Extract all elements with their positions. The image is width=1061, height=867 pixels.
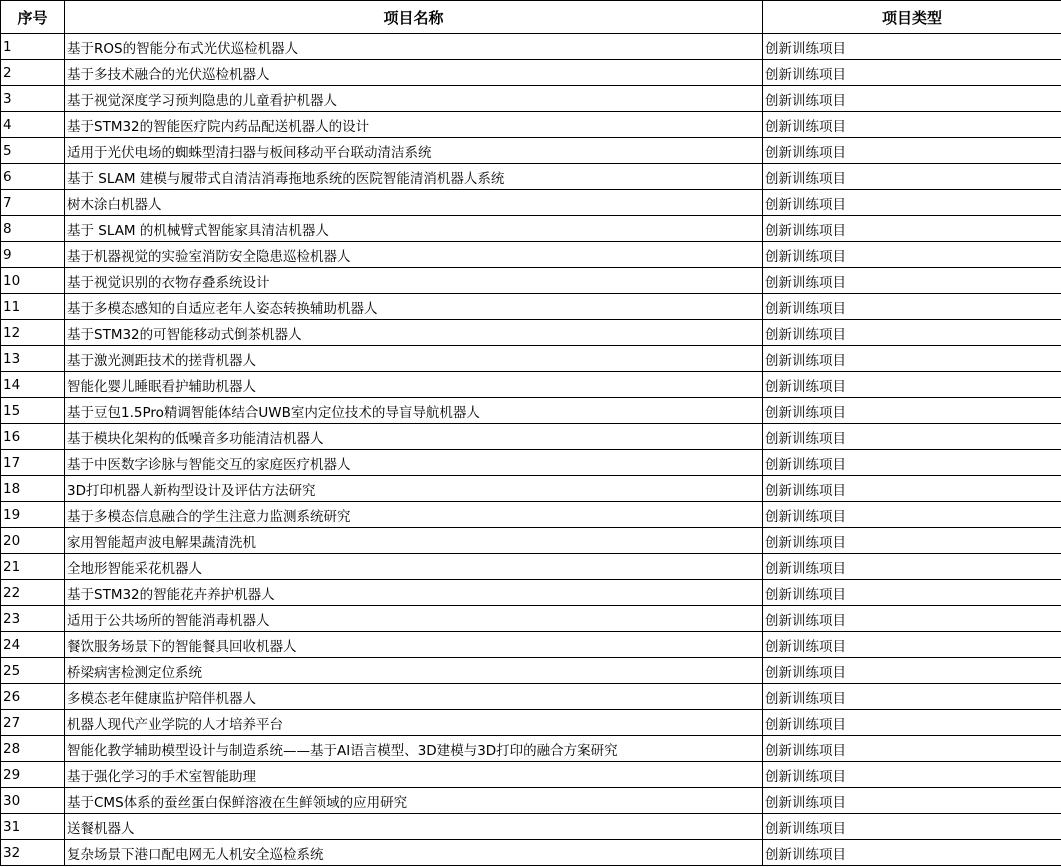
cell-index: 22 [1, 580, 65, 606]
cell-project-type: 创新训练项目 [763, 788, 1061, 814]
cell-project-name: 基于多技术融合的光伏巡检机器人 [65, 60, 763, 86]
cell-project-name: 基于STM32的智能医疗院内药品配送机器人的设计 [65, 112, 763, 138]
cell-project-type: 创新训练项目 [763, 164, 1061, 190]
cell-index: 20 [1, 528, 65, 554]
table-row [1, 710, 1061, 736]
cell-project-name: 基于模块化架构的低噪音多功能清洁机器人 [65, 424, 763, 450]
table-row [1, 372, 1061, 398]
table-row [1, 450, 1061, 476]
cell-project-type: 创新训练项目 [763, 242, 1061, 268]
table-row [1, 788, 1061, 814]
cell-index: 18 [1, 476, 65, 502]
cell-index: 5 [1, 138, 65, 164]
table-row [1, 242, 1061, 268]
cell-project-name: 基于中医数字诊脉与智能交互的家庭医疗机器人 [65, 450, 763, 476]
cell-project-type: 创新训练项目 [763, 424, 1061, 450]
cell-project-type: 创新训练项目 [763, 606, 1061, 632]
cell-index: 21 [1, 554, 65, 580]
cell-index: 7 [1, 190, 65, 216]
cell-project-name: 送餐机器人 [65, 814, 763, 840]
table-row [1, 476, 1061, 502]
table-row [1, 684, 1061, 710]
cell-project-name: 3D打印机器人新构型设计及评估方法研究 [65, 476, 763, 502]
cell-project-name: 基于激光测距技术的搓背机器人 [65, 346, 763, 372]
cell-index: 17 [1, 450, 65, 476]
cell-index: 11 [1, 294, 65, 320]
table-row [1, 736, 1061, 762]
cell-project-type: 创新训练项目 [763, 320, 1061, 346]
cell-project-name: 机器人现代产业学院的人才培养平台 [65, 710, 763, 736]
cell-index: 1 [1, 34, 65, 60]
cell-project-name: 基于强化学习的手术室智能助理 [65, 762, 763, 788]
cell-project-name: 基于 SLAM 的机械臂式智能家具清洁机器人 [65, 216, 763, 242]
table-row [1, 580, 1061, 606]
cell-index: 3 [1, 86, 65, 112]
table-row [1, 502, 1061, 528]
cell-project-type: 创新训练项目 [763, 814, 1061, 840]
table-row [1, 164, 1061, 190]
cell-project-type: 创新训练项目 [763, 450, 1061, 476]
table-row [1, 840, 1061, 866]
cell-project-name: 餐饮服务场景下的智能餐具回收机器人 [65, 632, 763, 658]
cell-project-type: 创新训练项目 [763, 710, 1061, 736]
table-row [1, 112, 1061, 138]
cell-project-name: 适用于光伏电场的蜘蛛型清扫器与板间移动平台联动清洁系统 [65, 138, 763, 164]
cell-index: 23 [1, 606, 65, 632]
table-row [1, 138, 1061, 164]
cell-project-type: 创新训练项目 [763, 112, 1061, 138]
table-row [1, 294, 1061, 320]
header-project-type: 项目类型 [763, 1, 1061, 34]
cell-project-type: 创新训练项目 [763, 580, 1061, 606]
table-row [1, 606, 1061, 632]
cell-index: 28 [1, 736, 65, 762]
cell-project-name: 基于视觉深度学习预判隐患的儿童看护机器人 [65, 86, 763, 112]
cell-index: 6 [1, 164, 65, 190]
cell-index: 9 [1, 242, 65, 268]
cell-index: 10 [1, 268, 65, 294]
cell-index: 8 [1, 216, 65, 242]
cell-project-type: 创新训练项目 [763, 398, 1061, 424]
table-row [1, 34, 1061, 60]
cell-index: 19 [1, 502, 65, 528]
table-row [1, 658, 1061, 684]
cell-index: 25 [1, 658, 65, 684]
cell-project-type: 创新训练项目 [763, 632, 1061, 658]
cell-index: 30 [1, 788, 65, 814]
cell-project-type: 创新训练项目 [763, 554, 1061, 580]
table-row [1, 632, 1061, 658]
cell-project-type: 创新训练项目 [763, 840, 1061, 866]
cell-project-name: 基于 SLAM 建模与履带式自清洁消毒拖地系统的医院智能清消机器人系统 [65, 164, 763, 190]
cell-project-name: 全地形智能采花机器人 [65, 554, 763, 580]
cell-project-name: 智能化婴儿睡眠看护辅助机器人 [65, 372, 763, 398]
cell-project-name: 树木涂白机器人 [65, 190, 763, 216]
cell-project-type: 创新训练项目 [763, 502, 1061, 528]
header-row [1, 1, 1061, 34]
cell-index: 12 [1, 320, 65, 346]
cell-index: 2 [1, 60, 65, 86]
table-body [1, 34, 1061, 866]
cell-project-name: 多模态老年健康监护陪伴机器人 [65, 684, 763, 710]
cell-index: 29 [1, 762, 65, 788]
cell-project-name: 基于多模态信息融合的学生注意力监测系统研究 [65, 502, 763, 528]
cell-project-type: 创新训练项目 [763, 190, 1061, 216]
cell-project-name: 基于CMS体系的蚕丝蛋白保鲜溶液在生鲜领域的应用研究 [65, 788, 763, 814]
cell-project-type: 创新训练项目 [763, 476, 1061, 502]
cell-project-type: 创新训练项目 [763, 658, 1061, 684]
cell-project-type: 创新训练项目 [763, 736, 1061, 762]
cell-project-type: 创新训练项目 [763, 684, 1061, 710]
cell-project-name: 家用智能超声波电解果蔬清洗机 [65, 528, 763, 554]
cell-project-name: 复杂场景下港口配电网无人机安全巡检系统 [65, 840, 763, 866]
table-row [1, 398, 1061, 424]
header-project-name: 项目名称 [65, 1, 763, 34]
cell-project-type: 创新训练项目 [763, 34, 1061, 60]
cell-project-type: 创新训练项目 [763, 346, 1061, 372]
table-row [1, 554, 1061, 580]
cell-project-name: 智能化教学辅助模型设计与制造系统——基于AI语言模型、3D建模与3D打印的融合方案研究 [65, 736, 763, 762]
cell-index: 14 [1, 372, 65, 398]
cell-index: 26 [1, 684, 65, 710]
cell-project-name: 基于豆包1.5Pro精调智能体结合UWB室内定位技术的导盲导航机器人 [65, 398, 763, 424]
table-row [1, 346, 1061, 372]
cell-index: 16 [1, 424, 65, 450]
table-row [1, 216, 1061, 242]
table-row [1, 60, 1061, 86]
cell-project-type: 创新训练项目 [763, 138, 1061, 164]
cell-project-type: 创新训练项目 [763, 528, 1061, 554]
cell-project-name: 基于STM32的智能花卉养护机器人 [65, 580, 763, 606]
cell-index: 4 [1, 112, 65, 138]
table-row [1, 190, 1061, 216]
cell-index: 24 [1, 632, 65, 658]
cell-project-name: 适用于公共场所的智能消毒机器人 [65, 606, 763, 632]
cell-index: 15 [1, 398, 65, 424]
cell-index: 31 [1, 814, 65, 840]
cell-project-type: 创新训练项目 [763, 216, 1061, 242]
table-row [1, 814, 1061, 840]
cell-index: 13 [1, 346, 65, 372]
table-row [1, 528, 1061, 554]
cell-index: 32 [1, 840, 65, 866]
table-row [1, 320, 1061, 346]
cell-project-type: 创新训练项目 [763, 86, 1061, 112]
table-header [1, 1, 1061, 34]
cell-project-name: 基于视觉识别的衣物存叠系统设计 [65, 268, 763, 294]
cell-project-type: 创新训练项目 [763, 372, 1061, 398]
header-index: 序号 [1, 1, 65, 34]
cell-project-name: 基于机器视觉的实验室消防安全隐患巡检机器人 [65, 242, 763, 268]
table-row [1, 86, 1061, 112]
cell-project-type: 创新训练项目 [763, 762, 1061, 788]
table-row [1, 268, 1061, 294]
cell-project-type: 创新训练项目 [763, 294, 1061, 320]
cell-index: 27 [1, 710, 65, 736]
cell-project-type: 创新训练项目 [763, 60, 1061, 86]
cell-project-name: 基于STM32的可智能移动式倒茶机器人 [65, 320, 763, 346]
cell-project-name: 桥梁病害检测定位系统 [65, 658, 763, 684]
cell-project-type: 创新训练项目 [763, 268, 1061, 294]
cell-project-name: 基于多模态感知的自适应老年人姿态转换辅助机器人 [65, 294, 763, 320]
cell-project-name: 基于ROS的智能分布式光伏巡检机器人 [65, 34, 763, 60]
table-row [1, 424, 1061, 450]
table-row [1, 762, 1061, 788]
